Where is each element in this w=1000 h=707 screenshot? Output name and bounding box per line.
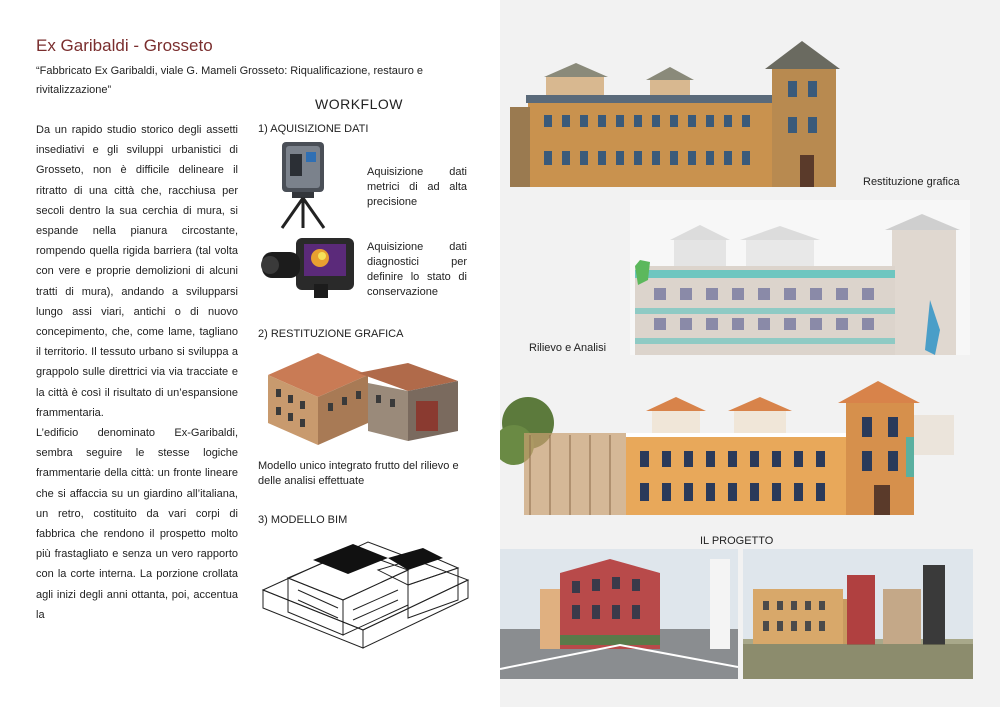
right-panel (500, 0, 1000, 707)
page-title: Ex Garibaldi - Grosseto (36, 36, 213, 55)
building-3d-model-image (258, 345, 470, 453)
label-il-progetto: IL PROGETTO (700, 535, 774, 547)
rilievo-analisi-image (630, 200, 970, 355)
laser-scanner-image (270, 140, 340, 230)
progetto-elevation-image (500, 375, 1000, 523)
bim-model-image (258, 530, 473, 660)
body-text (36, 120, 238, 625)
step1-caption-a: Aquisizione dati metrici di ad alta precisione (367, 166, 467, 208)
progetto-render-1-image (500, 549, 738, 679)
step2-heading: 2) RESTITUZIONE GRAFICA (258, 328, 404, 340)
progetto-render-2-image (743, 549, 973, 679)
step2-caption: Modello unico integrato frutto del rilievo e delle analisi effettuate (258, 460, 459, 487)
page-subtitle: “Fabbricato Ex Garibaldi, viale G. Mameli Grosseto: Riqualificazione, restauro e rivitalizzazione” (36, 65, 423, 96)
body-paragraph-2: L’edificio denominato Ex-Garibaldi, sembra seguire le stesse logiche frammentarie della città: un fronte lineare che si affaccia su un giardino all’italiana, un retro, costituito da vari corpi di fabbrica che rendono il prospetto molto più frastagliato e senza un vero rapporto con la corte interna. La porzione crollata agli inizi degli anni ottanta, poi, accentua la (36, 427, 238, 621)
restituzione-grafica-image (510, 35, 850, 190)
label-rilievo-analisi: Rilievo e Analisi (529, 342, 607, 354)
workflow-title: WORKFLOW (315, 96, 403, 112)
step1-heading: 1) AQUISIZIONE DATI (258, 123, 369, 135)
label-restituzione-grafica: Restituzione grafica (863, 176, 960, 188)
thermal-camera-image (258, 234, 358, 300)
step1-caption-b: Aquisizione dati diagnostici per definire lo stato di conservazione (367, 241, 467, 298)
body-paragraph-1: Da un rapido studio storico degli assetti insediativi e gli sviluppi urbanistici di Grosseto, non è difficile delineare il ritratto di una città che, racchiusa per secoli dentro la sua cerchia di mura, si espande nella pianura circostante, rompendo quella rigida barriera (tal volta con vere e proprie demolizioni di alcuni tratti di mura), andando a svilupparsi lungo assi viari, antichi o di nuovo concepimento, che, come lame, tagliano il territorio. Il tessuto urbano si sviluppa a grappolo sulle direttrici via via tracciate e la città è così il risultato di un’espansione frammentaria. (36, 124, 238, 419)
step3-heading: 3) MODELLO BIM (258, 514, 348, 526)
